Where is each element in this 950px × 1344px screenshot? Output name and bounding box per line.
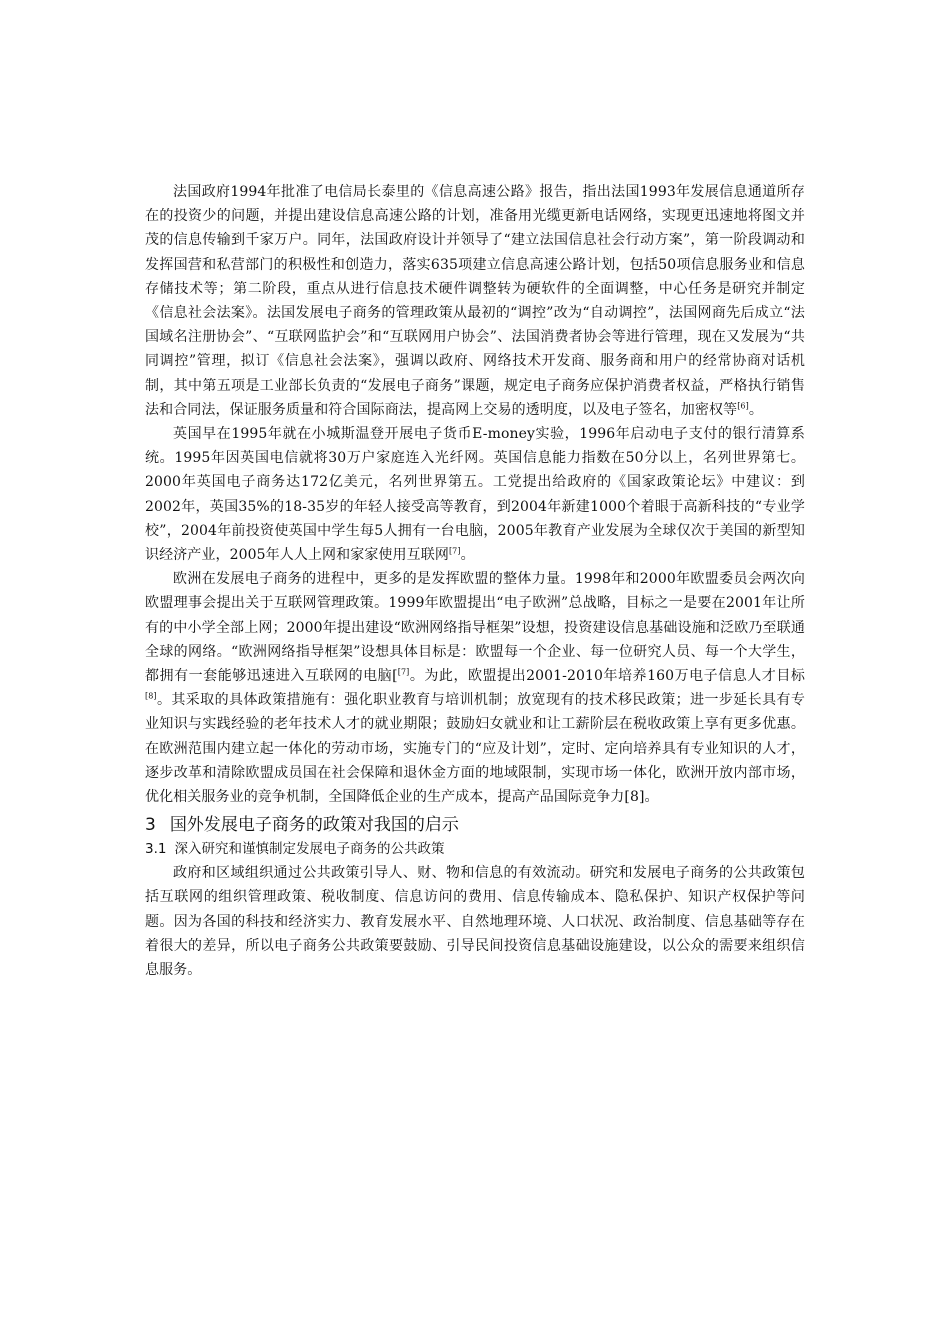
paragraph-uk-tail: 。 [460, 547, 475, 564]
section-3-1-number: 3.1 [145, 841, 167, 858]
paragraph-eu [145, 567, 805, 809]
paragraph-public-policy: 政府和区域组织通过公共政策引导人、财、物和信息的有效流动。研究和发展电子商务的公共政策包括互联网的组织管理政策、税收制度、信息访问的费用、信息传输成本、隐私保护、知识产权保护等问题。因为各国的科技和经济实力、教育发展水平、自然地理环境、人口状况、政治制度、信息基础等存在着很大的差异，所以电子商务公共政策要鼓励、引导民间投资信息基础设施建设，以公众的需要来组织信息服务。 [145, 865, 805, 979]
paragraph-uk-text: 英国早在1995年就在小城斯温登开展电子货币E-money实验，1996年启动电子支付的银行清算系统。1995年因英国电信就将30万户家庭连入光纤网。英国信息能力指数在50分以上，名列世界第七。2000年英国电子商务达172亿美元，名列世界第五。工党提出给政府的《国家政策论坛》中建议：到2002年，英国35%的18-35岁的年轻人接受高等教育，到2004年新建1000个着眼于高新科技的“专业学校”，2004年前投资使英国中学生每5人拥有一台电脑，2005年教育产业发展为全球仅次于美国的新型知识经济产业，2005年人人上网和家家使用互联网 [145, 426, 805, 564]
paragraph-eu-text-1: 欧洲在发展电子商务的进程中，更多的是发挥欧盟的整体力量。1998年和2000年欧盟委员会两次向欧盟理事会提出关于互联网管理政策。1999年欧盟提出“电子欧洲”总战略，目标之一是要在2001年让所有的中小学全部上网；2000年提出建设“欧洲网络指导框架”设想，投资建设信息基础设施和泛欧乃至联通全球的网络。“欧洲网络指导框架”设想具体目标是：欧盟每一个企业、每一位研究人员、每一个大学生，都拥有一套能够迅速进入互联网的电脑[ [145, 571, 805, 685]
citation-8: [8] [145, 691, 157, 701]
paragraph-eu-text-3: 。其采取的具体政策措施有：强化职业教育与培训机制；放宽现有的技术移民政策；进一步延长具有专业知识与实践经验的老年技术人才的就业期限；鼓励妇女就业和让工薪阶层在税收政策上享有更多优惠。在欧洲范围内建立起一体化的劳动市场，实施专门的“应及计划”，定时、定向培养具有专业知识的人才，逐步改革和清除欧盟成员国在社会保障和退休金方面的地域限制，实现市场一体化，欧洲开放内部市场，优化相关服务业的竞争机制，全国降低企业的生产成本，提高产品国际竞争力[8]。 [145, 692, 805, 806]
citation-7-eu: [7] [397, 667, 410, 677]
citation-7: [7] [448, 546, 461, 556]
citation-6: [6] [737, 401, 749, 411]
paragraph-france-text: 法国政府1994年批准了电信局长泰里的《信息高速公路》报告，指出法国1993年发展信息通道所存在的投资少的问题，并提出建设信息高速公路的计划，准备用光缆更新电话网络，实现更迅速地将图文并茂的信息传输到千家万户。同年，法国政府设计并领导了“建立法国信息社会行动方案”，第一阶段调动和发挥国营和私营部门的积极性和创造力，落实635项建立信息高速公路计划，包括50项信息服务业和信息存储技术等；第二阶段，重点从进行信息技术硬件调整转为硬软件的全面调整，中心任务是研究并制定《信息社会法案》。法国发展电子商务的管理政策从最初的“调控”改为“自动调控”，法国网商先后成立“法国域名注册协会”、“互联网监护会”和“互联网用户协会”、法国消费者协会等进行管理，现在又发展为“共同调控”管理，拟订《信息社会法案》，强调以政府、网络技术开发商、服务商和用户的经常协商对话机制，其中第五项是工业部长负责的“发展电子商务”课题，规定电子商务应保护消费者权益，严格执行销售法和合同法，保证服务质量和符合国际商法，提高网上交易的透明度，以及电子签名，加密权等 [145, 184, 805, 418]
section-3-heading [145, 813, 805, 837]
paragraph-eu-text-2: 。为此，欧盟提出2001-2010年培养160万电子信息人才目标 [409, 668, 805, 685]
document-body [145, 180, 805, 982]
section-3-number: 3 [145, 815, 156, 836]
section-3-title: 国外发展电子商务的政策对我国的启示 [169, 815, 459, 836]
paragraph-france-tail: 。 [748, 401, 763, 418]
paragraph-france [145, 180, 805, 422]
paragraph-uk [145, 422, 805, 567]
section-3-1-heading [145, 839, 805, 859]
section-3-1-title: 深入研究和谨慎制定发展电子商务的公共政策 [174, 841, 445, 858]
